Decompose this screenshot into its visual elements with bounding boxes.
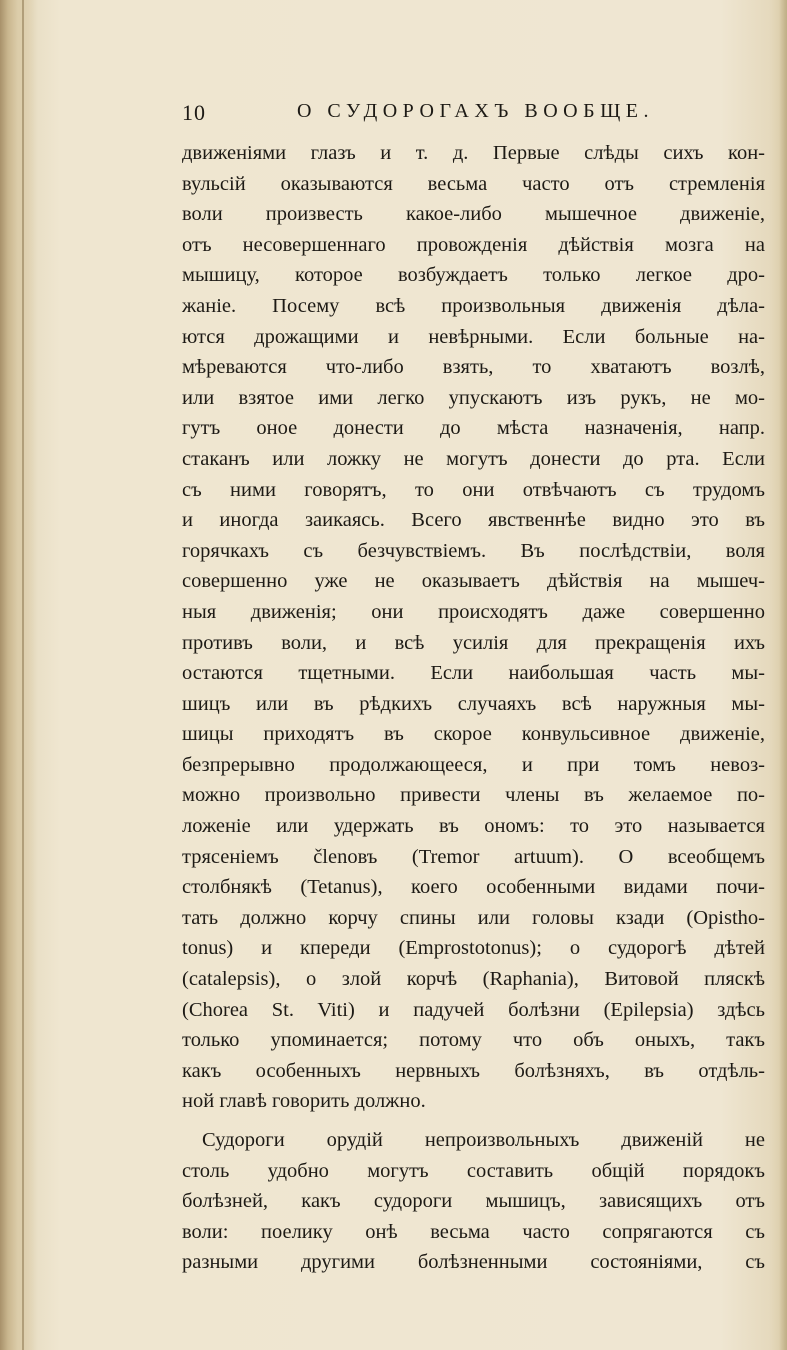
text-line: Судороги орудій непроизвольныхъ движеній не xyxy=(202,1129,765,1151)
text-line: болѣзней, какъ судороги мышицъ, зависящихъ отъ xyxy=(182,1190,765,1213)
running-title: О СУДОРОГАХЪ ВООБЩЕ. xyxy=(296,100,654,122)
body-text xyxy=(182,138,765,1278)
text-line: ныя движенія; они происходятъ даже совершенно xyxy=(182,600,765,623)
page-header xyxy=(182,100,654,130)
text-line: мышицу, которое возбуждаетъ только легкое дро- xyxy=(182,264,765,287)
text-line: совершенно уже не оказываетъ дѣйствія на мышеч- xyxy=(182,570,765,593)
text-line: столбнякѣ (Tetanus), коего особенными видами почи- xyxy=(182,876,765,899)
binding-fold-line xyxy=(22,0,24,1350)
text-line: или взятое ими легко упускаютъ изъ рукъ, не мо- xyxy=(182,386,765,409)
text-line: какъ особенныхъ нервныхъ болѣзняхъ, въ отдѣль- xyxy=(182,1059,765,1082)
text-line: безпрерывно продолжающееся, и при томъ невоз- xyxy=(182,753,765,776)
text-line: (catalepsis), о злой корчѣ (Raphania), Витовой пляскѣ xyxy=(182,968,765,991)
text-line: ной главѣ говорить должно. xyxy=(182,1090,426,1113)
page-number: 10 xyxy=(182,100,206,125)
text-line: шицы приходятъ въ скорое конвульсивное движеніе, xyxy=(182,723,765,746)
page-binding-edge xyxy=(0,0,38,1350)
text-line: воли произвесть какое-либо мышечное движеніе, xyxy=(182,203,765,226)
text-line: тать должно корчу спины или головы кзади (Opistho- xyxy=(182,906,765,929)
text-line: гутъ оное донести до мѣста назначенія, напр. xyxy=(182,417,765,440)
text-line: трясеніемъ členовъ (Tremor artuum). О всеобщемъ xyxy=(182,845,765,868)
text-line: мѣреваются что-либо взять, то хватаютъ возлѣ, xyxy=(182,356,765,379)
text-line: воли: поелику онѣ весьма часто сопрягаются съ xyxy=(182,1220,765,1243)
text-line: ложеніе или удержать въ ономъ: то это называется xyxy=(182,815,765,838)
text-line: (Chorea St. Viti) и падучей болѣзни (Epilepsia) здѣсь xyxy=(182,998,765,1021)
text-line: шицъ или въ рѣдкихъ случаяхъ всѣ наружныя мы- xyxy=(182,692,765,715)
paragraph-gap xyxy=(182,1117,765,1125)
text-line: и иногда заикаясь. Всего явственнѣе видно это въ xyxy=(182,509,765,532)
text-line: жаніе. Посему всѣ произвольныя движенія дѣла- xyxy=(182,294,765,317)
text-line: только упоминается; потому что объ оныхъ, такъ xyxy=(182,1029,765,1052)
text-line: разными другими болѣзненными состояніями, съ xyxy=(182,1251,765,1274)
text-line: tonus) и кпереди (Emprostotonus); о судорогѣ дѣтей xyxy=(182,937,765,960)
page-right-edge xyxy=(779,0,787,1350)
text-line: остаются тщетными. Если наибольшая часть мы- xyxy=(182,662,765,685)
text-line: стаканъ или ложку не могутъ донести до рта. Если xyxy=(182,447,765,470)
text-line: вульсій оказываются весьма часто отъ стремленія xyxy=(182,172,765,195)
text-line: съ ними говорятъ, то они отвѣчаютъ съ трудомъ xyxy=(182,478,765,501)
text-line: движеніями глазъ и т. д. Первые слѣды сихъ кон- xyxy=(182,142,765,164)
text-line: отъ несовершеннаго провожденія дѣйствія мозга на xyxy=(182,233,765,256)
text-line: противъ воли, и всѣ усилія для прекращенія ихъ xyxy=(182,631,765,654)
text-line: горячкахъ съ безчувствіемъ. Въ послѣдствіи, воля xyxy=(182,539,765,562)
text-line: столь удобно могутъ составить общій порядокъ xyxy=(182,1159,765,1182)
text-line: можно произвольно привести члены въ желаемое по- xyxy=(182,784,765,807)
text-line: ются дрожащими и невѣрными. Если больные на- xyxy=(182,325,765,348)
